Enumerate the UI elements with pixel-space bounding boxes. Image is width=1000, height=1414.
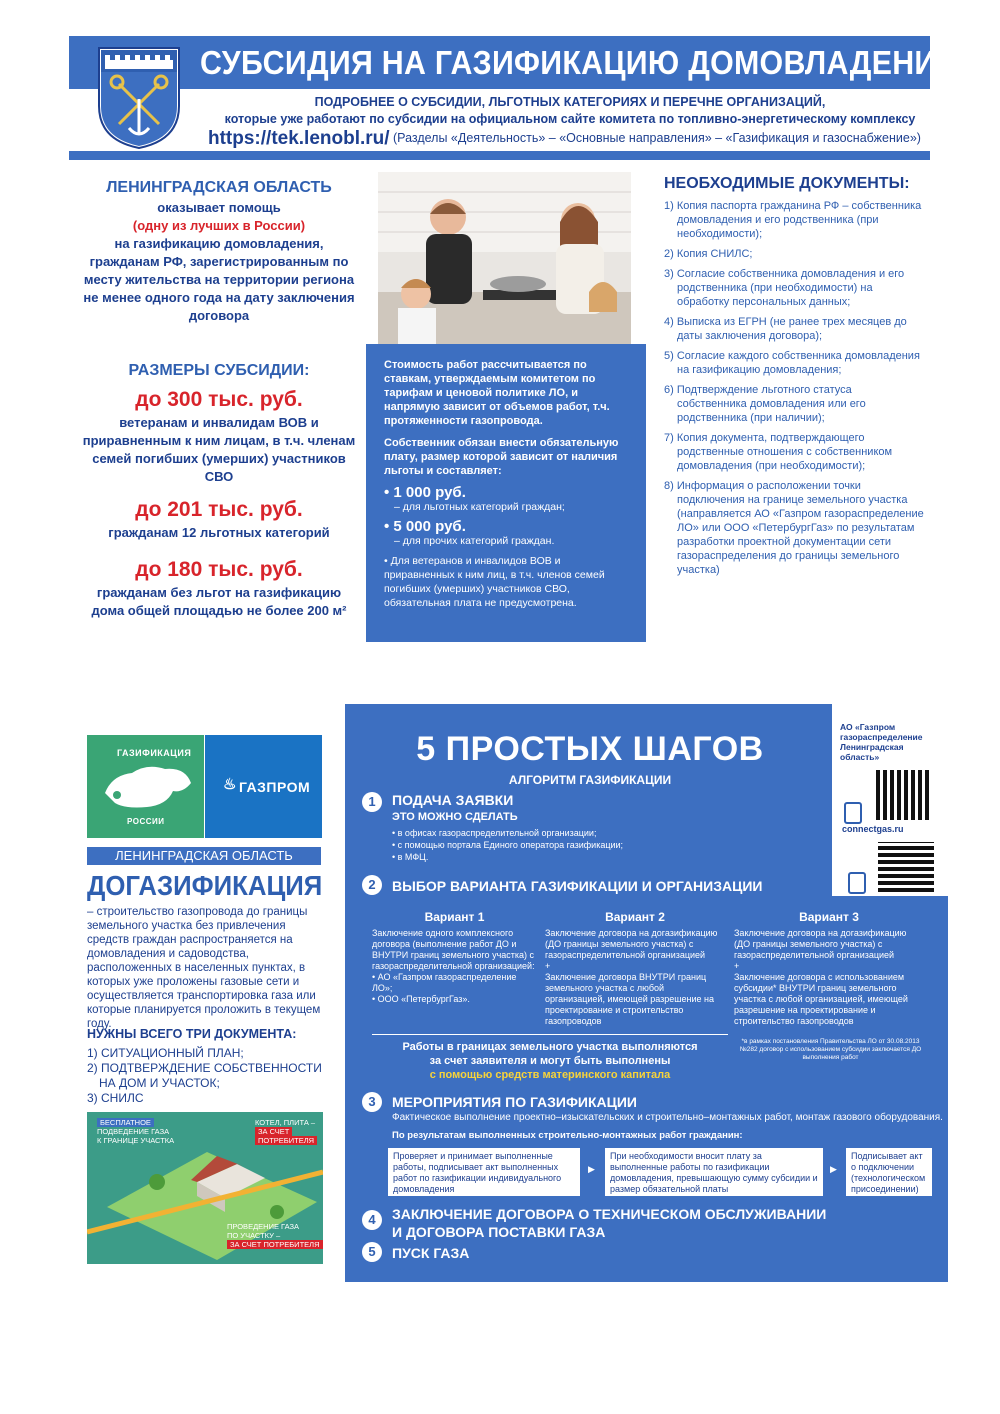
cost-paragraph-2: Собственник обязан внести обязательную плату, размер которой зависит от наличия льготы и составляет:: [384, 437, 619, 477]
subsidy-footnote: *в рамках постановления Правительства ЛО от 30.08.2013 №282 договор с использованием субсидии заключается ДО выполнения работ: [739, 1038, 922, 1061]
header-bottom-bar: [69, 151, 930, 160]
region-heading: ЛЕНИНГРАДСКАЯ ОБЛАСТЬ: [106, 179, 332, 196]
sections-path: (Разделы «Деятельность» – «Основные направления» – «Газификация и газоснабжение»): [393, 131, 921, 145]
result-box-3: Подписывает акт о подключении (технологическом присоединении): [846, 1148, 932, 1196]
doc-item: 3) Согласие собственника домовладения и его родственника (при необходимости) на обработку персональных данных;: [664, 268, 905, 308]
result-box-2: При необходимости вносит плату за выполненные работы по газификации домовладения, превышающую сумму субсидии и размер обязательной платы: [605, 1148, 823, 1196]
mat-capital-line-1: Работы в границах земельного участка выполняются: [402, 1041, 698, 1053]
dogaz-heading: ДОГАЗИФИКАЦИЯ: [87, 870, 323, 901]
region-line-3: на газификацию домовладения, гражданам РФ, зарегистрированным по месту жительства на территории региона не менее одного года на дату заключения договора: [83, 236, 355, 323]
illus-label-b3: ЗА СЧЕТ ПОТРЕБИТЕЛЯ: [227, 1240, 323, 1249]
fee-5000-desc: – для прочих категорий граждан.: [394, 535, 555, 547]
logo-green-top-text: ГАЗИФИКАЦИЯ: [117, 748, 192, 758]
step-3-result-intro: По результатам выполненных строительно-монтажных работ гражданин:: [392, 1130, 743, 1141]
doc-item: 5) Согласие каждого собственника домовладения на газификацию домовладения;: [664, 350, 920, 376]
cost-paragraph-3: • Для ветеранов и инвалидов ВОВ и приравненных к ним лиц, в т.ч. членов семей погибших (умерших) участников СВО, обязательная плата не предусмотрена.: [384, 555, 605, 609]
required-documents: [664, 177, 924, 583]
steps-subtitle: АЛГОРИТМ ГАЗИФИКАЦИИ: [508, 773, 672, 787]
region-line-2: (одну из лучших в России): [132, 218, 306, 233]
three-doc-2b: НА ДОМ И УЧАСТОК;: [99, 1076, 220, 1090]
step-4-title-1: ЗАКЛЮЧЕНИЕ ДОГОВОРА О ТЕХНИЧЕСКОМ ОБСЛУЖИВАНИИ: [392, 1206, 827, 1222]
qr-site: connectgas.ru: [842, 824, 904, 834]
illus-label-r2: ЗА СЧЕТ: [255, 1127, 292, 1136]
cost-paragraph-1: Стоимость работ рассчитывается по ставкам, утверждаемым комитетом по тарифам и ценовой политике ЛО, и напрямую зависит от объемов работ, т.ч. протяженности газопровода.: [384, 359, 610, 427]
step-1-bullet-3: • в МФЦ.: [392, 852, 429, 862]
region-help-block: [80, 177, 358, 325]
page-title: СУБСИДИЯ НА ГАЗИФИКАЦИЮ ДОМОВЛАДЕНИЯ: [200, 44, 959, 81]
three-doc-2: 2) ПОДТВЕРЖДЕНИЕ СОБСТВЕННОСТИ: [87, 1061, 322, 1075]
header-subtitle-2: которые уже работают по субсидии на официальном сайте комитета по топливно-энергетическому комплексу: [224, 112, 916, 126]
step-5-title: ПУСК ГАЗА: [392, 1245, 470, 1261]
illus-label-free: БЕСПЛАТНОЕ: [97, 1118, 154, 1127]
step-1-bullet-2: • с помощью портала Единого оператора газификации;: [392, 840, 624, 850]
fee-1000: • 1 000 руб.: [384, 484, 466, 501]
variant-2-heading: Вариант 2: [605, 910, 665, 924]
mat-capital-line-2: за счет заявителя и могут быть выполнены: [429, 1055, 671, 1067]
doc-item: 2) Копия СНИЛС;: [664, 248, 753, 260]
step-2-number: 2: [362, 875, 382, 895]
gazprom-flame-icon: ♨: [223, 776, 237, 793]
amount-201: до 201 тыс. руб.: [135, 498, 303, 521]
variant-3-text: Заключение договора на догазификацию (ДО границы земельного участка) с газораспределительной организацией + Заключение договора с использованием субсидии* ВНУТРИ границ земельного участка с любой организацией, имеющей разрешение на проектирование и строительство газопроводов: [734, 928, 908, 1026]
illus-label-r3: ПОТРЕБИТЕЛЯ: [255, 1136, 317, 1145]
gazprom-logo: [205, 735, 322, 838]
variant-1-text: Заключение одного комплексного договора (выполнение работ ДО и ВНУТРИ границ земельного участка) с газораспределительной организацией: • АО «Газпром газораспределение ЛО»; • ООО «ПетербургГаз».: [372, 928, 535, 1004]
result-box-1: Проверяет и принимает выполненные работы, подписывает акт выполненных работ по газификации индивидуального домовладения: [388, 1148, 580, 1196]
illus-label-b2: ПО УЧАСТКУ –: [227, 1231, 281, 1240]
family-kitchen-photo: [378, 172, 631, 348]
doc-item: 4) Выписка из ЕГРН (не ранее трех месяцев до даты заключения договора);: [664, 316, 907, 342]
step-3-text: Фактическое выполнение проектно–изыскательских и строительно–монтажных работ, монтаж газового оборудования.: [392, 1112, 943, 1123]
mat-capital-line-3: с помощью средств материнского капитала: [429, 1069, 671, 1081]
three-docs: [87, 1027, 327, 1106]
gasification-russia-logo: [87, 735, 204, 838]
fee-5000: • 5 000 руб.: [384, 518, 466, 535]
step-2-title: ВЫБОР ВАРИАНТА ГАЗИФИКАЦИИ И ОРГАНИЗАЦИИ: [392, 878, 763, 894]
arrow-right-icon: ▶: [830, 1164, 837, 1174]
three-doc-3: 3) СНИЛС: [87, 1091, 144, 1105]
illus-label-b1: ПРОВЕДЕНИЕ ГАЗА: [227, 1222, 300, 1231]
step-5-number: 5: [362, 1242, 382, 1262]
amount-180: до 180 тыс. руб.: [135, 558, 303, 581]
sizes-heading: РАЗМЕРЫ СУБСИДИИ:: [128, 362, 310, 379]
phone-icon-2: [848, 872, 866, 894]
gas-connection-illustration: [87, 1112, 323, 1264]
region-bar: ЛЕНИНГРАДСКАЯ ОБЛАСТЬ: [87, 847, 321, 865]
step-4-number: 4: [362, 1210, 382, 1230]
variant-3-heading: Вариант 3: [799, 910, 859, 924]
fee-1000-desc: – для льготных категорий граждан;: [394, 501, 565, 513]
phone-icon: [844, 802, 862, 824]
doc-item: 1) Копия паспорта гражданина РФ – собственника домовладения и его родственника (при необходимости);: [664, 200, 922, 240]
gazprom-text: ГАЗПРОМ: [239, 779, 311, 795]
variant-1-heading: Вариант 1: [424, 910, 485, 924]
doc-item: 6) Подтверждение льготного статуса собственника домовладения или его родственника (при наличии);: [664, 384, 866, 424]
logo-green-bottom-text: РОССИИ: [127, 817, 165, 826]
variant-2-text: Заключение договора на догазификацию (ДО границы земельного участка) с газораспределительной организацией + Заключение договора ВНУТРИ границ земельного участка с любой организацией, имеющей разрешение на проектирование и строительство газопроводов: [545, 928, 718, 1026]
step-4-title-2: И ДОГОВОРА ПОСТАВКИ ГАЗА: [392, 1224, 606, 1240]
divider: [372, 1034, 728, 1035]
illus-label-r1: КОТЕЛ, ПЛИТА –: [255, 1118, 316, 1127]
step-3-title: МЕРОПРИЯТИЯ ПО ГАЗИФИКАЦИИ: [392, 1094, 637, 1110]
amount-180-desc: гражданам без льгот на газификацию дома общей площадью не более 200 м²: [91, 585, 347, 618]
step-1-bullet-1: • в офисах газораспределительной организации;: [392, 828, 597, 838]
doc-item: 8) Информация о расположении точки подключения на границе земельного участка (направляется АО «Газпром газораспределение ЛО» или ООО «ПетербургГаз» по результатам разработки проектной документации сети газораспределения до границы земельного участка): [664, 480, 924, 576]
leningrad-crest-icon: [95, 44, 183, 150]
docs-heading: НЕОБХОДИМЫЕ ДОКУМЕНТЫ:: [664, 175, 910, 192]
site-link[interactable]: https://tek.lenobl.ru/: [208, 128, 390, 149]
step-1-number: 1: [362, 792, 382, 812]
three-doc-1: 1) СИТУАЦИОННЫЙ ПЛАН;: [87, 1046, 244, 1060]
steps-title: 5 ПРОСТЫХ ШАГОВ: [416, 730, 764, 768]
doc-item: 7) Копия документа, подтверждающего родственные отношения с собственником домовладения (при необходимости);: [664, 432, 893, 472]
amount-201-desc: гражданам 12 льготных категорий: [108, 525, 330, 540]
header-subtitle: ПОДРОБНЕЕ О СУБСИДИИ, ЛЬГОТНЫХ КАТЕГОРИЯХ И ПЕРЕЧНЕ ОРГАНИЗАЦИЙ,: [314, 95, 826, 109]
three-docs-heading: НУЖНЫ ВСЕГО ТРИ ДОКУМЕНТА:: [87, 1027, 297, 1041]
qr-panel: [832, 704, 948, 896]
cost-info-panel: [366, 344, 646, 642]
amount-300: до 300 тыс. руб.: [135, 388, 303, 411]
step-3-number: 3: [362, 1092, 382, 1112]
dogaz-description: – строительство газопровода до границы земельного участка без привлечения средств граждан распространяется на домовладения и садоводства, расположенных в населенных пунктах, в которых уже проложены газовые сети и осуществляется транспортировка газа или которые планируется проложить в текущем году.: [87, 906, 321, 1030]
illus-label-l3: К ГРАНИЦЕ УЧАСТКА: [97, 1136, 175, 1145]
amount-300-desc: ветеранам и инвалидам ВОВ и приравненным к ним лицам, в т.ч. членам семей погибших (умерших) участников СВО: [82, 415, 356, 484]
qr-code-2[interactable]: [878, 842, 934, 892]
region-line-1: оказывает помощь: [157, 200, 281, 215]
step-1-title: ПОДАЧА ЗАЯВКИ: [392, 792, 514, 808]
subsidy-sizes: [80, 360, 358, 620]
arrow-right-icon: ▶: [588, 1164, 595, 1174]
qr-org: АО «Газпром газораспределение Ленинградская область»: [840, 722, 923, 762]
illus-label-l2: ПОДВЕДЕНИЕ ГАЗА: [97, 1127, 170, 1136]
step-1-subtitle: ЭТО МОЖНО СДЕЛАТЬ: [392, 811, 518, 823]
qr-code-1[interactable]: [876, 770, 932, 820]
